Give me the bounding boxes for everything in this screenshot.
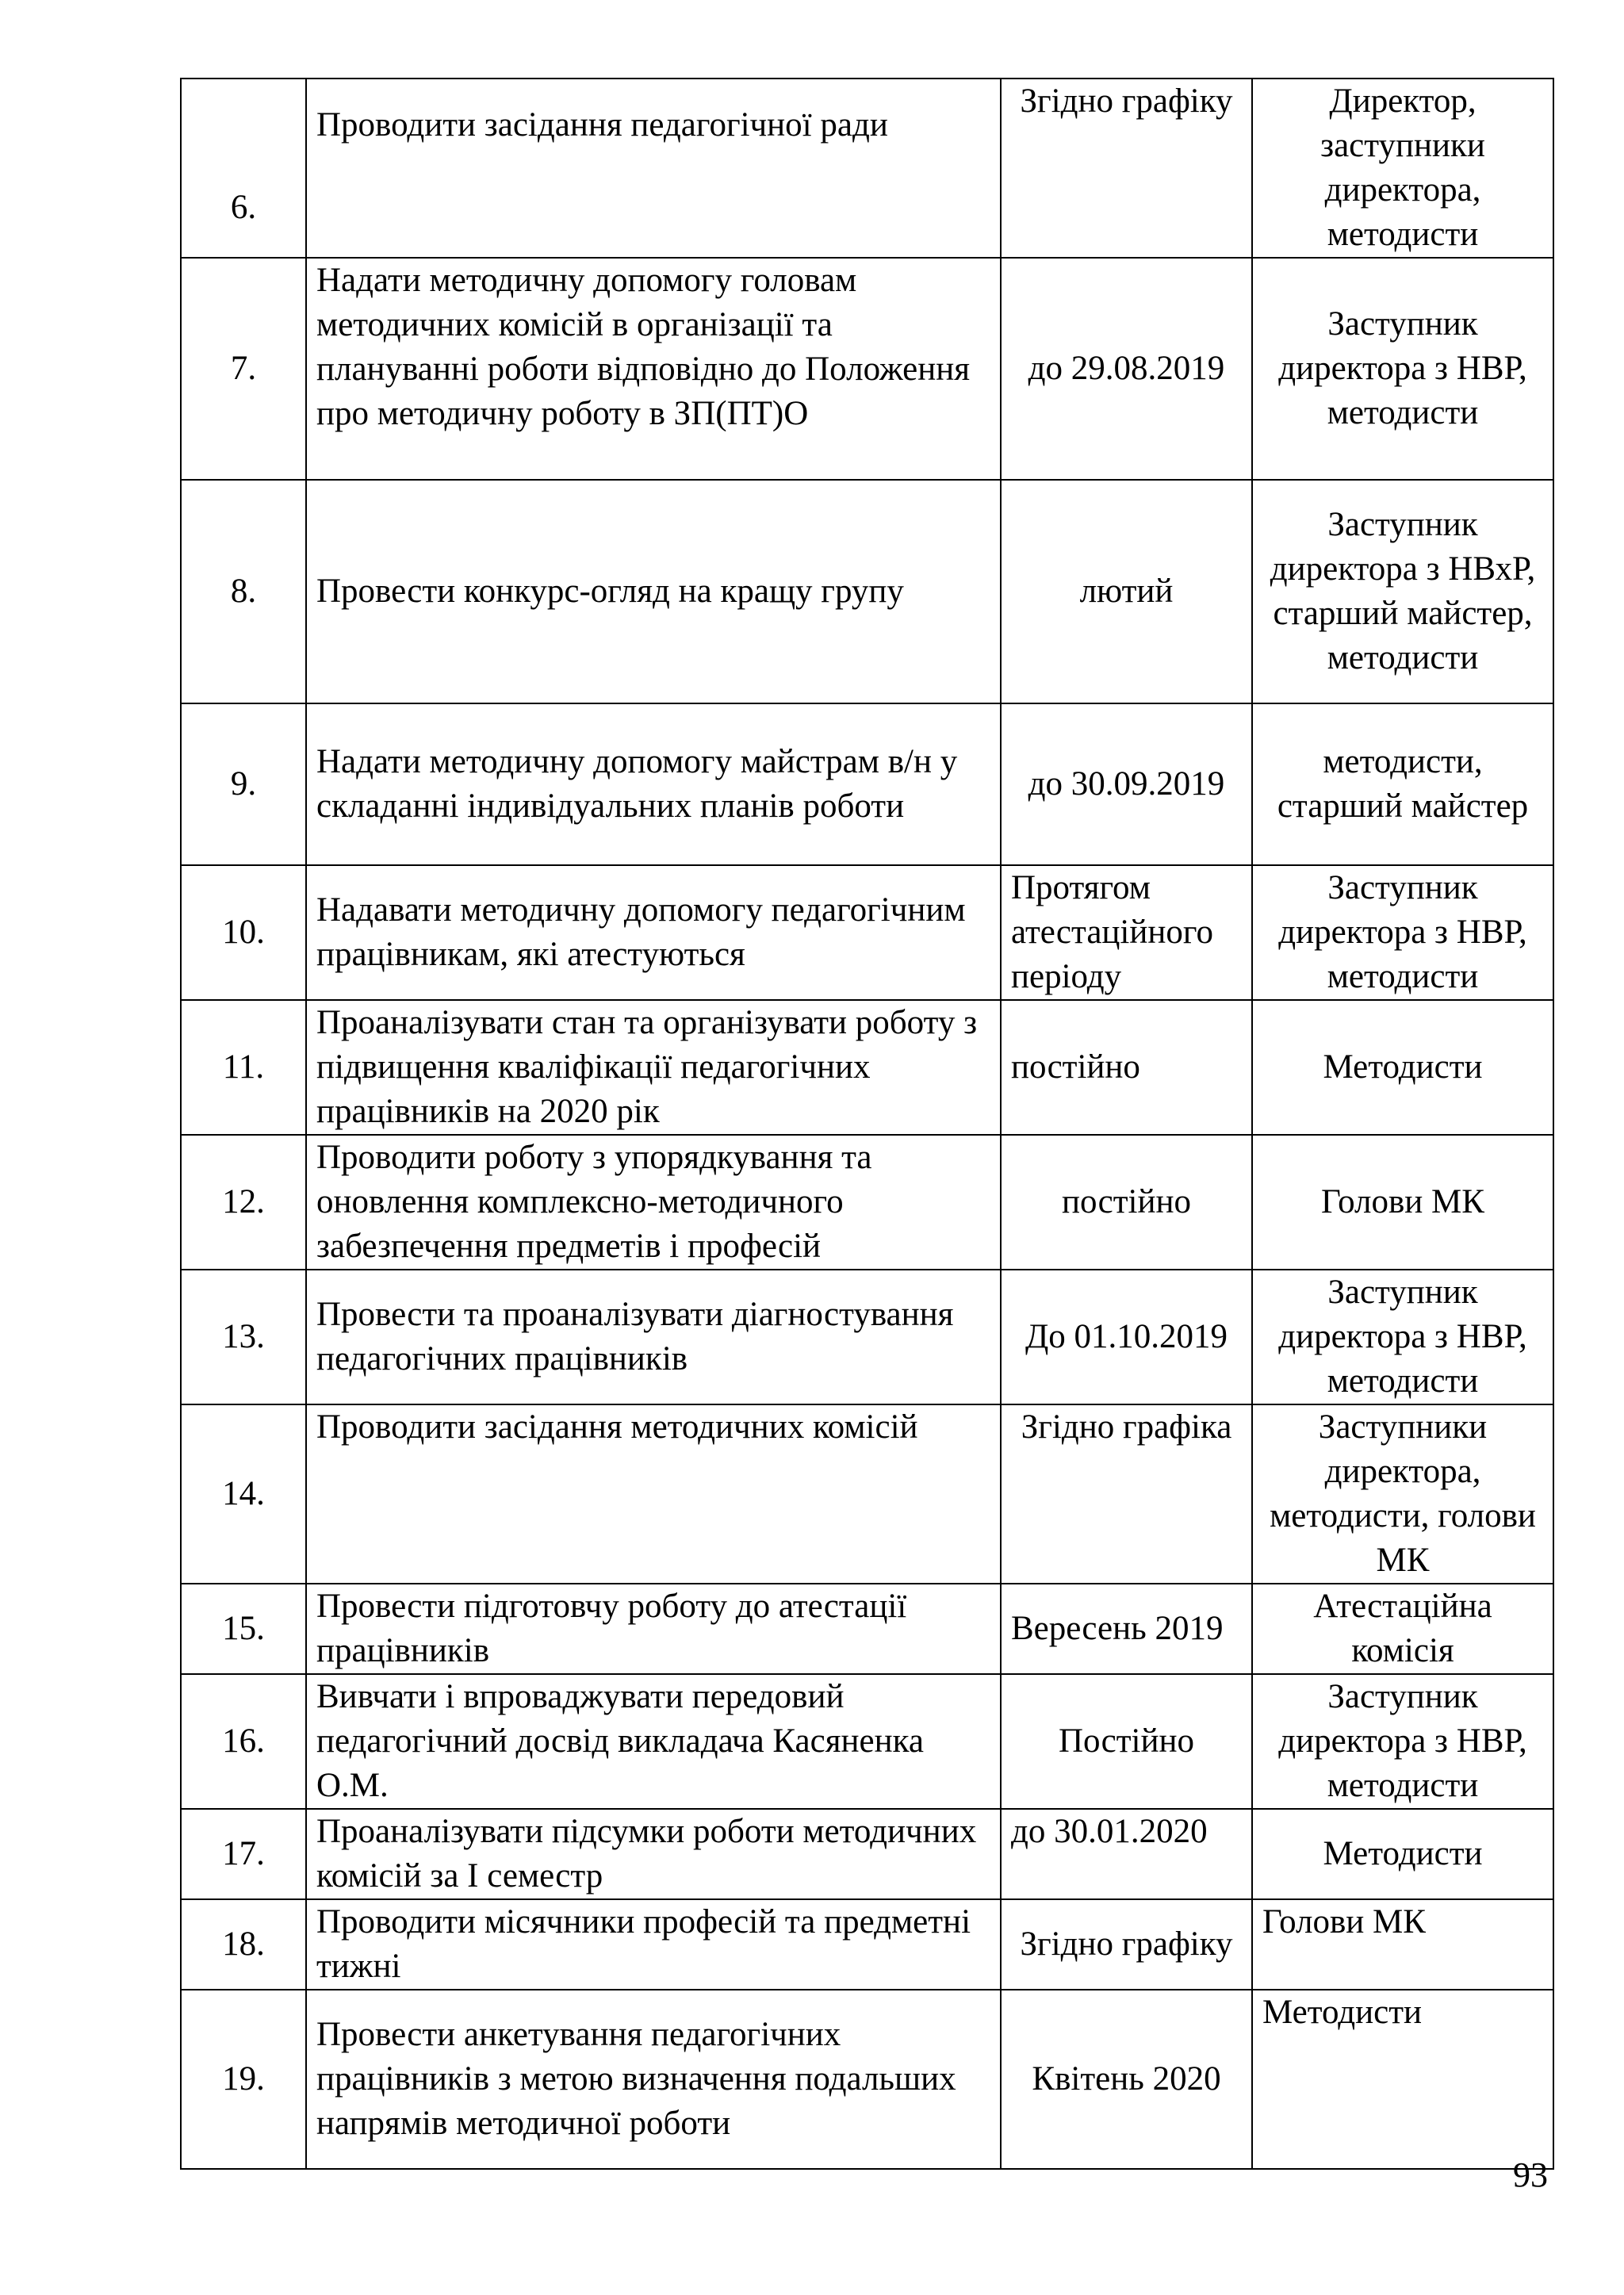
table-row — [181, 480, 1553, 703]
responsible-cell: Заступники директора, методисти, голови МК — [1252, 1404, 1553, 1584]
table-row — [181, 1674, 1553, 1809]
term-cell: до 29.08.2019 — [1001, 258, 1252, 480]
row-number: 14. — [181, 1404, 306, 1584]
table-row — [181, 1270, 1553, 1404]
term-cell: До 01.10.2019 — [1001, 1270, 1252, 1404]
responsible-cell: Методисти — [1252, 1809, 1553, 1899]
term-cell: Вересень 2019 — [1001, 1584, 1252, 1674]
table-row — [181, 1990, 1553, 2169]
task-cell: Проаналізувати підсумки роботи методичних комісій за І семестр — [306, 1809, 1001, 1899]
task-cell: Проводити засідання методичних комісій — [306, 1404, 1001, 1584]
responsible-cell: Голови МК — [1252, 1135, 1553, 1270]
table-row — [181, 1809, 1553, 1899]
responsible-cell: Методисти — [1252, 1000, 1553, 1135]
term-cell: Квітень 2020 — [1001, 1990, 1252, 2169]
responsible-cell: Атестаційна комісія — [1252, 1584, 1553, 1674]
term-cell: Згідно графіку — [1001, 79, 1252, 258]
table-row — [181, 703, 1553, 865]
task-cell: Надати методичну допомогу головам методичних комісій в організації та плануванні роботи відповідно до Положення про методичну роботу в ЗП(ПТ)О — [306, 258, 1001, 480]
term-cell: Постійно — [1001, 1674, 1252, 1809]
responsible-cell: Заступник директора з НВР, методисти — [1252, 258, 1553, 480]
row-number: 10. — [181, 865, 306, 1000]
table-row — [181, 1135, 1553, 1270]
term-cell: Протягом атестаційного періоду — [1001, 865, 1252, 1000]
table-row — [181, 1000, 1553, 1135]
row-number: 15. — [181, 1584, 306, 1674]
task-cell: Провести та проаналізувати діагностування педагогічних працівників — [306, 1270, 1001, 1404]
responsible-cell: Заступник директора з НВР, методисти — [1252, 1270, 1553, 1404]
row-number: 17. — [181, 1809, 306, 1899]
task-cell: Вивчати і впроваджувати передовий педагогічний досвід викладача Касяненка О.М. — [306, 1674, 1001, 1809]
term-cell: до 30.01.2020 — [1001, 1809, 1252, 1899]
task-cell: Проводити роботу з упорядкування та оновлення комплексно-методичного забезпечення предметів і професій — [306, 1135, 1001, 1270]
responsible-cell: Директор, заступники директора, методисти — [1252, 79, 1553, 258]
term-cell: Згідно графіка — [1001, 1404, 1252, 1584]
table-row — [181, 79, 1553, 258]
term-cell: лютий — [1001, 480, 1252, 703]
row-number: 7. — [181, 258, 306, 480]
task-cell: Проводити місячники професій та предметні тижні — [306, 1899, 1001, 1990]
table-row — [181, 865, 1553, 1000]
row-number: 13. — [181, 1270, 306, 1404]
table-row — [181, 258, 1553, 480]
task-cell: Провести підготовчу роботу до атестації працівників — [306, 1584, 1001, 1674]
task-cell: Провести конкурс-огляд на кращу групу — [306, 480, 1001, 703]
responsible-cell: Заступник директора з НВхР, старший майстер, методисти — [1252, 480, 1553, 703]
responsible-cell: Методисти — [1252, 1990, 1553, 2169]
row-number: 19. — [181, 1990, 306, 2169]
responsible-cell: Заступник директора з НВР, методисти — [1252, 1674, 1553, 1809]
task-cell: Надати методичну допомогу майстрам в/н у складанні індивідуальних планів роботи — [306, 703, 1001, 865]
responsible-cell: Заступник директора з НВР, методисти — [1252, 865, 1553, 1000]
term-cell: Згідно графіку — [1001, 1899, 1252, 1990]
plan-table — [180, 78, 1554, 2170]
table-row — [181, 1404, 1553, 1584]
row-number: 12. — [181, 1135, 306, 1270]
term-cell: до 30.09.2019 — [1001, 703, 1252, 865]
term-cell: постійно — [1001, 1000, 1252, 1135]
term-cell: постійно — [1001, 1135, 1252, 1270]
row-number: 16. — [181, 1674, 306, 1809]
task-cell: Проводити засідання педагогічної ради — [306, 79, 1001, 258]
row-number: 6. — [181, 79, 306, 258]
table-row — [181, 1899, 1553, 1990]
task-cell: Проаналізувати стан та організувати роботу з підвищення кваліфікації педагогічних працівників на 2020 рік — [306, 1000, 1001, 1135]
page-number: 93 — [1513, 2155, 1548, 2194]
task-cell: Провести анкетування педагогічних працівників з метою визначення подальших напрямів методичної роботи — [306, 1990, 1001, 2169]
row-number: 11. — [181, 1000, 306, 1135]
row-number: 9. — [181, 703, 306, 865]
table-row — [181, 1584, 1553, 1674]
row-number: 8. — [181, 480, 306, 703]
responsible-cell: методисти, старший майстер — [1252, 703, 1553, 865]
responsible-cell: Голови МК — [1252, 1899, 1553, 1990]
task-cell: Надавати методичну допомогу педагогічним працівникам, які атестуються — [306, 865, 1001, 1000]
row-number: 18. — [181, 1899, 306, 1990]
